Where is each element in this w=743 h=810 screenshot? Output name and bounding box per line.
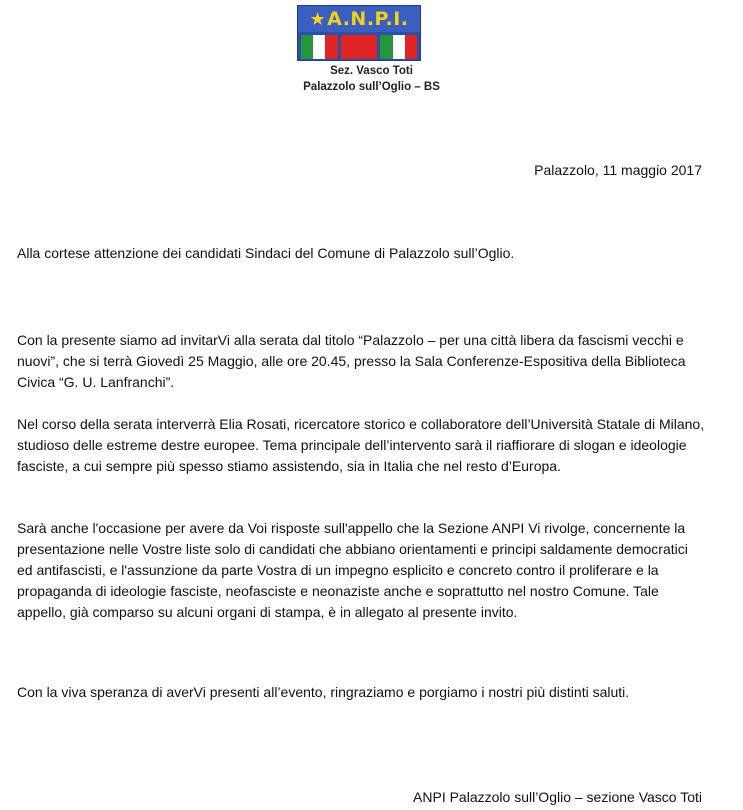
anpi-logo: [297, 5, 421, 61]
paragraph-closing: Con la viva speranza di averVi presenti all’evento, ringraziamo e porgiamo i nostri più distinti saluti.: [17, 684, 630, 700]
paragraph-speaker: Nel corso della serata interverrà Elia Rosati, ricercatore storico e collaboratore dell’Università Statale di Milano, studioso delle estreme destre europee. Tema principale dell’intervento sarà il riaffiorare di slogan e ideologie fasciste, a cui sempre più spesso stiamo assistendo, sia in Italia che nel resto d’Europa.: [17, 416, 705, 474]
logo-banner: [298, 6, 420, 32]
star-icon: ★: [309, 8, 327, 30]
letter-recipient: Alla cortese attenzione dei candidati Sindaci del Comune di Palazzolo sull’Oglio.: [17, 245, 515, 261]
signature: ANPI Palazzolo sull’Oglio – sezione Vasco Toti: [413, 789, 702, 805]
logo-text: A.N.P.I.: [327, 8, 409, 30]
section-name: Sez. Vasco Toti: [330, 65, 413, 77]
paragraph-invitation: Con la presente siamo ad invitarVi alla serata dal titolo “Palazzolo – per una città libera da fascismi vecchi e nuovi”, che si terrà Giovedì 25 Maggio, alle ore 20.45, presso la Sala Conferenze-Espositiva della Biblioteca Civica “G. U. Lanfranchi”.: [17, 332, 686, 390]
italian-flag-icon: [380, 35, 417, 59]
letter-date: Palazzolo, 11 maggio 2017: [534, 162, 702, 178]
red-flag-icon: [341, 35, 378, 59]
section-place: Palazzolo sull’Oglio – BS: [303, 81, 440, 93]
italian-flag-icon: [301, 35, 338, 59]
paragraph-appeal: Sarà anche l'occasione per avere da Voi risposte sull'appello che la Sezione ANPI Vi rivolge, concernente la presentazione nelle Vostre liste solo di candidati che abbiano orientamenti e principi saldamente democratici ed antifascisti, e l'assunzione da parte Vostra di un impegno esplicito e concreto contro il proliferare e la propaganda di ideologie fasciste, neofasciste e neonaziste anche e soprattutto nel nostro Comune. Tale appello, già comparso su alcuni organi di stampa, è in allegato al presente invito.: [17, 520, 688, 620]
logo-flags: [301, 35, 417, 59]
